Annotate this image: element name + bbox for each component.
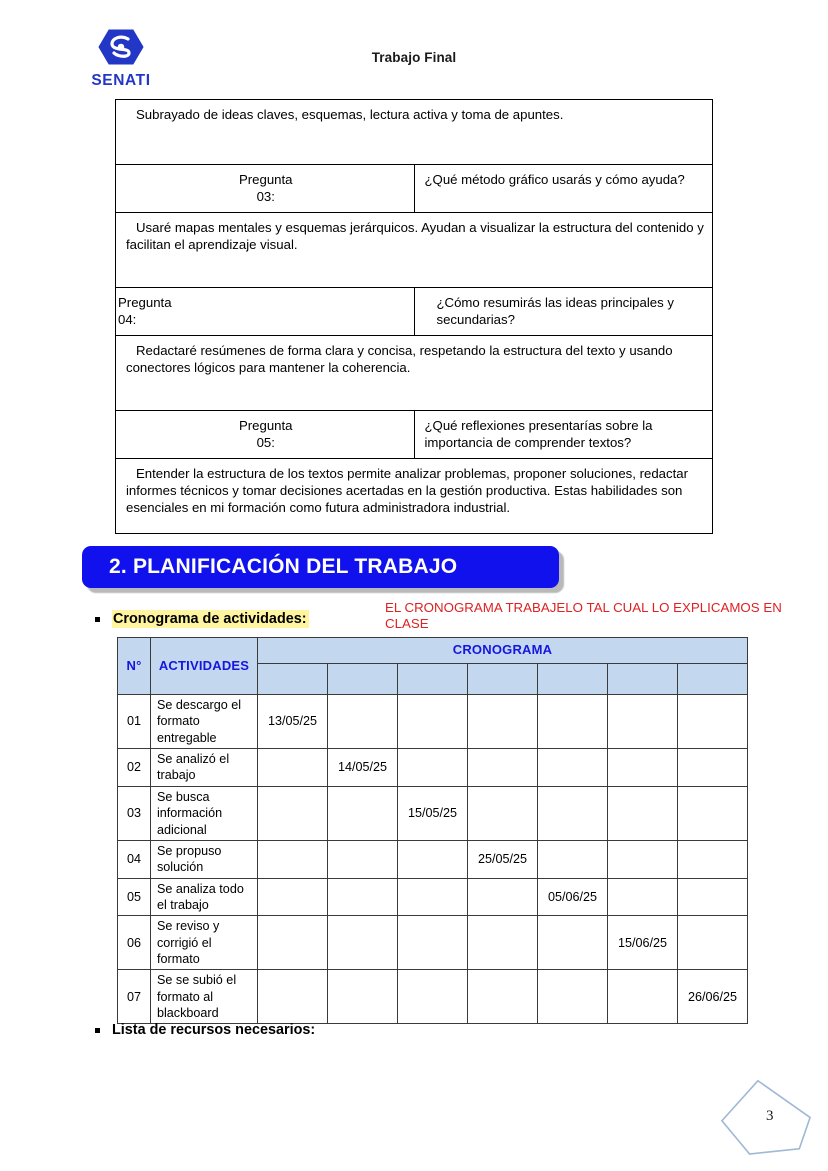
page-number: 3 [766, 1108, 774, 1124]
header-cronograma: CRONOGRAMA [258, 638, 748, 664]
answer-text: Entender la estructura de los textos permite analizar problemas, proponer soluciones, redactar informes técnicos y tomar decisiones acertadas en la gestión productiva. Estas habilidades son esenciales en mi formación como futura administradora industrial. [126, 465, 688, 516]
row-date-2 [328, 970, 398, 1024]
question-label [116, 165, 415, 213]
row-date-5: 05/06/25 [538, 878, 608, 916]
table-row [116, 165, 713, 213]
row-date-7: 26/06/25 [678, 970, 748, 1024]
answer-cell [116, 458, 713, 533]
row-activity: Se reviso y corrigió el formato [151, 916, 258, 970]
row-date-3 [398, 695, 468, 749]
row-date-1 [258, 916, 328, 970]
row-date-2 [328, 878, 398, 916]
answer-cell [116, 100, 713, 165]
bullet-recursos [95, 1021, 315, 1039]
row-date-5 [538, 749, 608, 787]
row-date-3 [398, 878, 468, 916]
row-date-7 [678, 840, 748, 878]
row-number: 02 [118, 749, 151, 787]
table-row [116, 458, 713, 533]
subheader-col-3 [398, 664, 468, 695]
senati-logo-text: SENATI [91, 72, 151, 89]
row-date-7 [678, 749, 748, 787]
subheader-col-1 [258, 664, 328, 695]
section-banner [82, 546, 559, 588]
banner-body [82, 546, 559, 588]
answer-text: Subrayado de ideas claves, esquemas, lectura activa y toma de apuntes. [136, 107, 564, 122]
question-label-line2: 04: [118, 312, 137, 328]
row-date-7 [678, 786, 748, 840]
row-date-5 [538, 970, 608, 1024]
row-date-1 [258, 786, 328, 840]
question-label-line2: 03: [256, 189, 275, 205]
table-row [118, 695, 748, 749]
answer-cell [116, 212, 713, 287]
row-date-2: 14/05/25 [328, 749, 398, 787]
row-date-1 [258, 970, 328, 1024]
cronograma-heading [112, 610, 309, 628]
question-label [116, 287, 415, 335]
bullet-cronograma [95, 610, 309, 628]
table-row [118, 840, 748, 878]
row-date-6 [608, 695, 678, 749]
subheader-col-7 [678, 664, 748, 695]
subheader-col-6 [608, 664, 678, 695]
row-date-2 [328, 695, 398, 749]
row-number: 06 [118, 916, 151, 970]
page-header [0, 0, 828, 96]
row-date-7 [678, 695, 748, 749]
row-date-4: 25/05/25 [468, 840, 538, 878]
row-number: 01 [118, 695, 151, 749]
row-date-6 [608, 878, 678, 916]
row-activity: Se analizó el trabajo [151, 749, 258, 787]
table-row [116, 335, 713, 410]
page-number-badge [718, 1078, 816, 1160]
row-date-2 [328, 840, 398, 878]
table-row [118, 749, 748, 787]
question-text: ¿Cómo resumirás las ideas principales y secundarias? [414, 287, 713, 335]
row-date-3 [398, 970, 468, 1024]
row-number: 03 [118, 786, 151, 840]
answer-text: Usaré mapas mentales y esquemas jerárquicos. Ayudan a visualizar la estructura del contenido y facilitan el aprendizaje visual. [126, 219, 704, 253]
row-date-1 [258, 749, 328, 787]
table-row [116, 212, 713, 287]
row-date-6 [608, 970, 678, 1024]
table-row [118, 970, 748, 1024]
row-activity: Se analiza todo el trabajo [151, 878, 258, 916]
question-label-line1: Pregunta [238, 417, 293, 433]
row-date-4 [468, 786, 538, 840]
header-num: N° [118, 638, 151, 695]
row-number: 05 [118, 878, 151, 916]
row-date-6 [608, 786, 678, 840]
question-label-line1: Pregunta [238, 172, 293, 187]
table-row [116, 410, 713, 458]
square-bullet-icon [95, 617, 100, 622]
banner-title: 2. PLANIFICACIÓN DEL TRABAJO [109, 555, 458, 578]
subheader-col-4 [468, 664, 538, 695]
table-row [118, 916, 748, 970]
document-title: Trabajo Final [371, 50, 457, 65]
row-number: 04 [118, 840, 151, 878]
row-date-3: 15/05/25 [398, 786, 468, 840]
row-date-5 [538, 916, 608, 970]
question-text: ¿Qué método gráfico usarás y cómo ayuda? [414, 165, 713, 213]
row-date-6: 15/06/25 [608, 916, 678, 970]
subheader-col-5 [538, 664, 608, 695]
row-date-1: 13/05/25 [258, 695, 328, 749]
question-label [116, 410, 415, 458]
question-text: ¿Qué reflexiones presentarías sobre la importancia de comprender textos? [414, 410, 713, 458]
row-date-6 [608, 749, 678, 787]
row-date-4 [468, 695, 538, 749]
row-date-2 [328, 916, 398, 970]
header-activities: ACTIVIDADES [151, 638, 258, 695]
row-date-4 [468, 749, 538, 787]
schedule-table [117, 637, 748, 1024]
question-label-line1: Pregunta [118, 294, 172, 310]
row-date-5 [538, 840, 608, 878]
row-date-2 [328, 786, 398, 840]
subheader-col-2 [328, 664, 398, 695]
question-label-line2: 05: [256, 435, 275, 451]
table-row [118, 878, 748, 916]
row-date-5 [538, 695, 608, 749]
recursos-heading: Lista de recursos necesarios: [112, 1022, 316, 1038]
row-date-1 [258, 840, 328, 878]
row-date-4 [468, 970, 538, 1024]
questions-answers-table [115, 99, 713, 534]
row-activity: Se propuso solución [151, 840, 258, 878]
answer-cell [116, 335, 713, 410]
table-row [116, 287, 713, 335]
instructor-annotation: EL CRONOGRAMA TRABAJELO TAL CUAL LO EXPLICAMOS EN CLASE [385, 600, 782, 631]
table-header-row [118, 638, 748, 664]
table-row [116, 100, 713, 165]
cronograma-heading-text: Cronograma de actividades: [113, 611, 307, 627]
row-date-7 [678, 878, 748, 916]
row-date-3 [398, 916, 468, 970]
answer-text: Redactaré resúmenes de forma clara y concisa, respetando la estructura del texto y usando conectores lógicos para mantener la coherencia. [126, 342, 673, 376]
row-date-4 [468, 878, 538, 916]
square-bullet-icon [95, 1028, 100, 1033]
row-date-6 [608, 840, 678, 878]
row-date-4 [468, 916, 538, 970]
row-date-1 [258, 878, 328, 916]
row-date-5 [538, 786, 608, 840]
row-date-3 [398, 840, 468, 878]
row-activity: Se se subió el formato al blackboard [151, 970, 258, 1024]
row-activity: Se descargo el formato entregable [151, 695, 258, 749]
row-activity: Se busca información adicional [151, 786, 258, 840]
row-date-7 [678, 916, 748, 970]
row-number: 07 [118, 970, 151, 1024]
table-row [118, 786, 748, 840]
row-date-3 [398, 749, 468, 787]
